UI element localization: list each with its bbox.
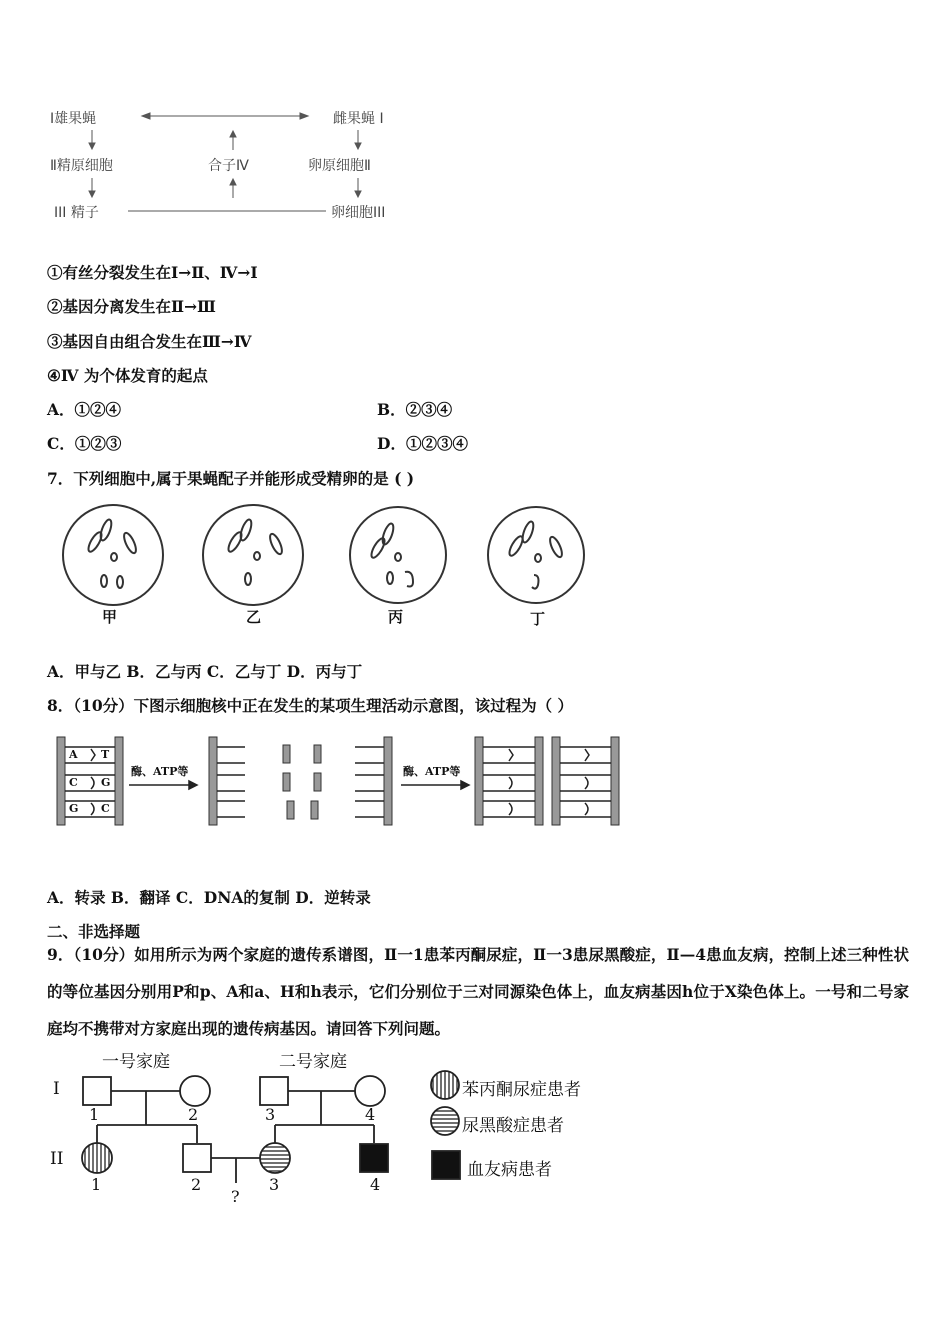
base-c2: C bbox=[101, 802, 110, 815]
cell-yi bbox=[203, 505, 303, 605]
family2-title: 二号家庭 bbox=[279, 1052, 347, 1072]
base-g2: G bbox=[69, 802, 79, 815]
oogonium-label: 卵原细胞Ⅱ bbox=[308, 158, 371, 174]
q7-cell-figure bbox=[50, 500, 600, 635]
cell-label-yi: 乙 bbox=[246, 608, 262, 626]
cell-label-ding: 丁 bbox=[530, 610, 546, 628]
cell-label-bing: 丙 bbox=[388, 608, 404, 626]
cell-label-jia: 甲 bbox=[102, 608, 118, 626]
legend-pku-label: 苯丙酮尿症患者 bbox=[462, 1080, 581, 1100]
gen1-male-3 bbox=[260, 1077, 288, 1105]
gen2-num-2: 2 bbox=[191, 1175, 202, 1194]
male-fly-label: Ⅰ雄果蝇 bbox=[50, 111, 97, 127]
gen2-male-4 bbox=[360, 1144, 388, 1172]
statement-1: ①有丝分裂发生在Ⅰ→Ⅱ、Ⅳ→Ⅰ bbox=[47, 263, 258, 282]
gen2-num-3: 3 bbox=[269, 1175, 280, 1194]
gen2-label: II bbox=[50, 1149, 64, 1169]
zygote-label: 合子Ⅳ bbox=[208, 158, 249, 174]
family1-title: 一号家庭 bbox=[102, 1052, 170, 1072]
arrow-label-2: 酶、ATP等 bbox=[403, 765, 461, 778]
gen1-male-1 bbox=[83, 1077, 111, 1105]
cell-bing bbox=[350, 507, 446, 603]
legend-hemophilia-symbol bbox=[432, 1151, 460, 1179]
dna-replication-figure bbox=[55, 733, 625, 833]
q7-stem: 7．下列细胞中,属于果蝇配子并能形成受精卵的是 ( ) bbox=[47, 469, 415, 488]
base-g: G bbox=[101, 776, 111, 789]
sperm-label: III 精子 bbox=[54, 205, 99, 221]
gen2-num-1: 1 bbox=[91, 1175, 102, 1194]
gen1-label: I bbox=[53, 1079, 60, 1099]
cycle-arrows bbox=[40, 100, 420, 230]
gen2-female-3 bbox=[260, 1143, 290, 1173]
statement-4: ④Ⅳ 为个体发育的起点 bbox=[47, 366, 208, 385]
pedigree-chart bbox=[47, 1045, 607, 1210]
q6-option-b[interactable]: B．②③④ bbox=[377, 400, 453, 419]
gen1-num-2: 2 bbox=[188, 1105, 199, 1124]
legend-alkaptonuria-symbol bbox=[431, 1107, 459, 1135]
q6-option-d[interactable]: D．①②③④ bbox=[377, 434, 468, 453]
dna-strands bbox=[55, 733, 625, 833]
legend-alkaptonuria-label: 尿黑酸症患者 bbox=[462, 1116, 564, 1136]
gen2-female-1 bbox=[82, 1143, 112, 1173]
gen2-num-4: 4 bbox=[370, 1175, 381, 1194]
female-fly-label: 雌果蝇 Ⅰ bbox=[333, 111, 384, 127]
gen2-male-2 bbox=[183, 1144, 211, 1172]
life-cycle-diagram bbox=[40, 100, 420, 230]
gen1-num-1: 1 bbox=[89, 1105, 100, 1124]
q8-stem: 8．（10分）下图示细胞核中正在发生的某项生理活动示意图，该过程为（ ） bbox=[47, 696, 574, 715]
q6-option-c[interactable]: C．①②③ bbox=[47, 434, 122, 453]
q6-option-a[interactable]: A．①②④ bbox=[47, 400, 122, 419]
q7-options[interactable]: A．甲与乙 B．乙与丙 C．乙与丁 D．丙与丁 bbox=[47, 662, 363, 681]
q9-stem: 9．（10分）如用所示为两个家庭的遗传系谱图，Ⅱ一1患苯丙酮尿症，Ⅱ一3患尿黑酸症，Ⅱ—4患血友病，控制上述三种性状的等位基因分别用P和p、A和a、H和h表示，它们分别位于三对同源染色体上，血友病基因h位于X染色体上。一号和二号家庭均不携带对方家庭出现的遗传病基因。请回答下列问题。 bbox=[47, 945, 909, 1038]
base-t: T bbox=[101, 748, 110, 761]
base-c: C bbox=[69, 776, 78, 789]
base-a: A bbox=[69, 748, 78, 761]
egg-label: 卵细胞III bbox=[331, 205, 386, 221]
cell-drawings bbox=[50, 500, 600, 635]
statement-2: ②基因分离发生在Ⅱ→Ⅲ bbox=[47, 297, 216, 316]
spermatogonium-label: Ⅱ精原细胞 bbox=[50, 158, 113, 174]
legend-pku-symbol bbox=[431, 1071, 459, 1099]
gen1-num-3: 3 bbox=[265, 1105, 276, 1124]
gen1-female-4 bbox=[355, 1076, 385, 1106]
offspring-unknown: ? bbox=[231, 1187, 240, 1206]
gen1-female-2 bbox=[180, 1076, 210, 1106]
section-heading: 二、非选择题 bbox=[47, 922, 141, 941]
legend-hemophilia-label: 血友病患者 bbox=[467, 1160, 552, 1180]
arrow-label-1: 酶、ATP等 bbox=[131, 765, 189, 778]
statement-3: ③基因自由组合发生在Ⅲ→Ⅳ bbox=[47, 332, 252, 351]
cell-jia bbox=[63, 505, 163, 605]
gen1-num-4: 4 bbox=[365, 1105, 376, 1124]
q8-options[interactable]: A．转录 B．翻译 C．DNA的复制 D．逆转录 bbox=[47, 888, 371, 907]
